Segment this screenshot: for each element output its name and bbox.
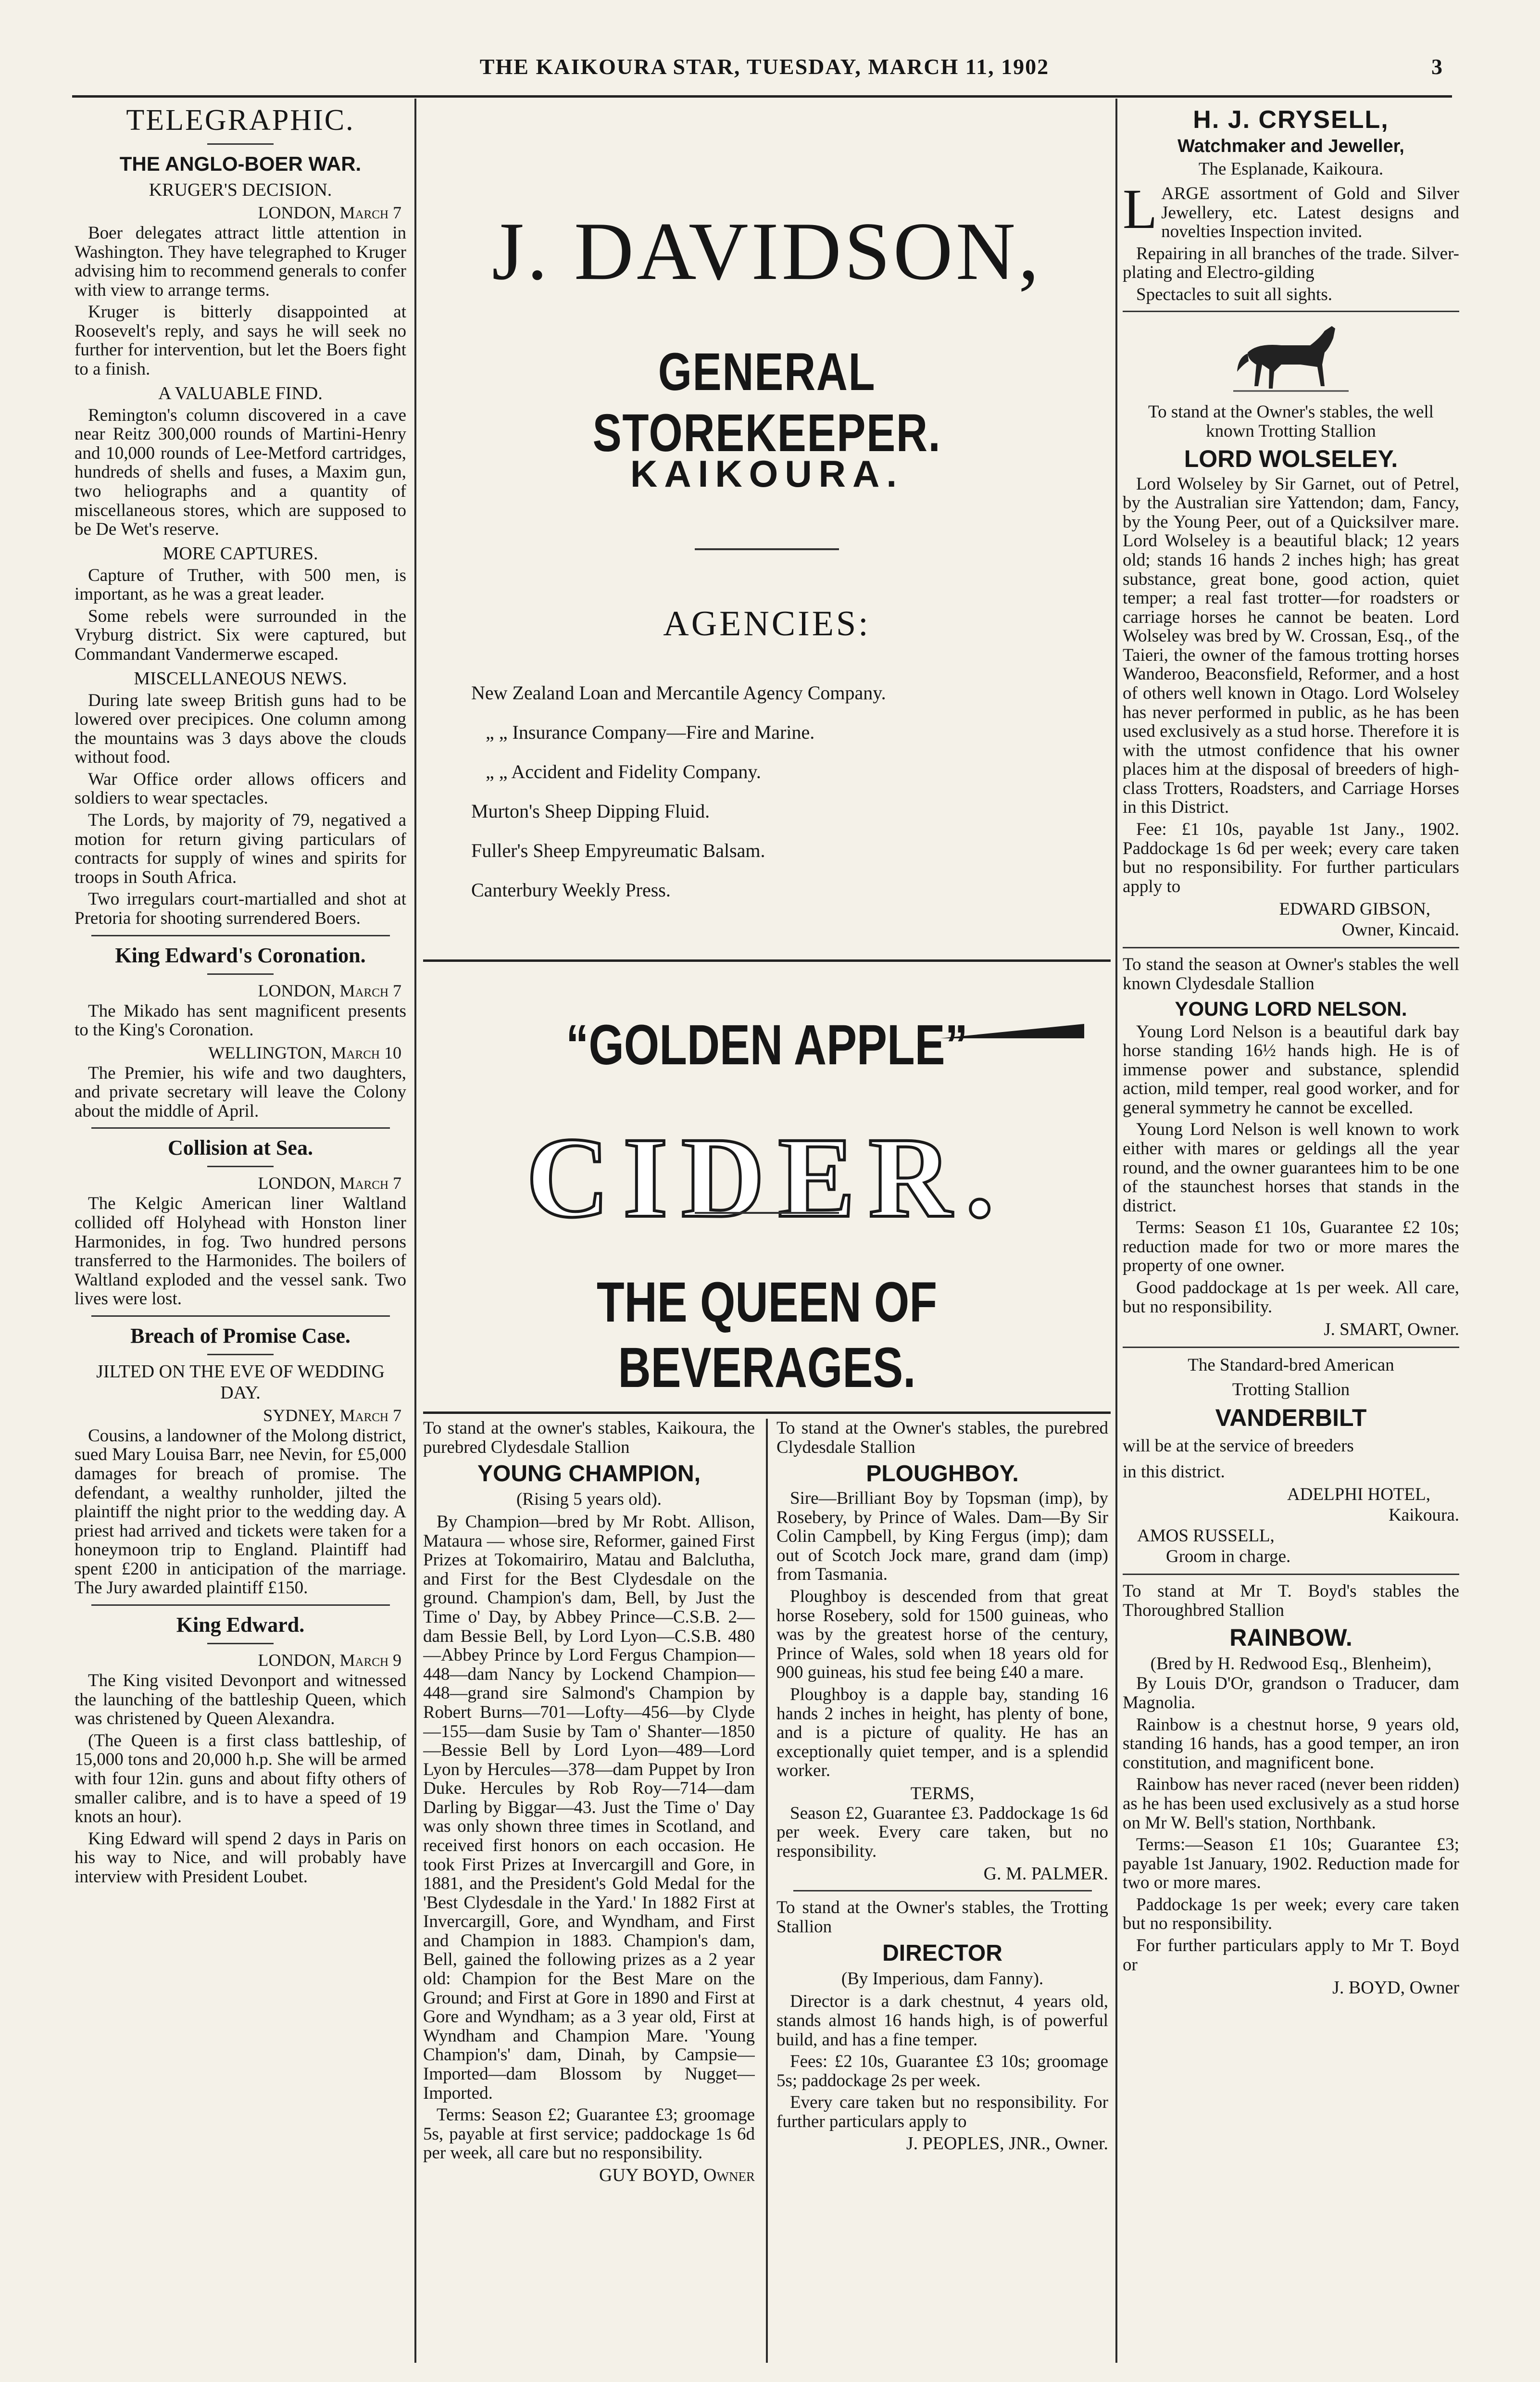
paragraph-text: ARGE assortment of Gold and Silver Jewellery, etc. Latest designs and novelties Inspection invited. (1161, 184, 1459, 242)
horse-icon (1228, 319, 1353, 401)
paragraph: Season £2, Guarantee £3. Paddockage 1s 6d per week. Every care taken, but no responsibility. (776, 1803, 1108, 1861)
drop-cap: L (1123, 177, 1158, 240)
advertiser-trade: Watchmaker and Jeweller, (1177, 136, 1404, 156)
advertiser-address: The Esplanade, Kaikoura. (1198, 159, 1384, 179)
divider (207, 1643, 274, 1644)
section-title: TELEGRAPHIC. (126, 104, 355, 137)
paragraph: Some rebels were surrounded in the Vryburg district. Six were captured, but Commandant Vandermerwe escaped. (75, 606, 406, 664)
paragraph: King Edward will spend 2 days in Paris on his way to Nice, and will probably have interview with President Loubet. (75, 1828, 406, 1887)
paragraph: Repairing in all branches of the trade. Silver-plating and Electro-gilding (1123, 243, 1459, 283)
divider (207, 1354, 274, 1355)
paragraph: War Office order allows officers and soldiers to wear spectacles. (75, 769, 406, 808)
agencies-heading: AGENCIES: (663, 604, 871, 643)
stallion-type: Trotting Stallion (1232, 1380, 1350, 1400)
paragraph: Cousins, a landowner of the Molong district, sued Mary Louisa Barr, nee Nevin, for £5,000 damages for breach of promise. The defendant, a wealthy runholder, jilted the plaintiff the night prior to the wedding day. A priest had arrived and tickets were taken for a honeymoon trip to England. Plaintiff had spent £200 in anticipation of the marriage. The Jury awarded plaintiff £150. (75, 1425, 406, 1598)
divider (423, 1412, 1111, 1414)
paragraph: The Mikado has sent magnificent presents to the King's Coronation. (75, 1001, 406, 1040)
divider (91, 1315, 390, 1317)
divider (1123, 311, 1459, 312)
paragraph: To stand at Mr T. Boyd's stables the Thoroughbred Stallion (1123, 1581, 1459, 1620)
article-headline: Breach of Promise Case. (130, 1323, 351, 1348)
owner-signature: G. M. PALMER. (983, 1863, 1108, 1884)
article-headline: King Edward. (176, 1613, 305, 1637)
agency-item: New Zealand Loan and Mercantile Agency Company. (471, 682, 886, 704)
column-ploughboy (776, 1419, 1108, 2363)
paragraph: (The Queen is a first class battleship, of 15,000 tons and 20,000 h.p. She will be armed with four 12in. guns and about fifty others of smaller calibre, and is to have a speed of 19 knots an hour). (75, 1730, 406, 1827)
paragraph: Paddockage 1s per week; every care taken but no responsibility. (1123, 1894, 1459, 1934)
paragraph: By Champion—bred by Mr Robt. Allison, Mataura — whose sire, Reformer, gained First Prizes at Tokomairiro, Matau and Balclutha, and First for the Best Clydesdale on the ground. Champion's dam, Bell, by Just the Time o' Day, by Abbey Prince—C.S.B. 2—dam Bessie Bell, by Lord Lyon—C.S.B. 480—Abbey Prince by Lord Fergus Champion—448—dam Nancy by Lockend Champion—448—grand sire Salmond's Champion by Robert Burns—701—Lofty—456—by Clyde—155—dam Susie by Tam o' Shanter—1850—Bessie Bell by Lord Lyon—489—Lord Lyon by Hercules—378—dam Puppet by Iron Duke. Hercules by Rob Roy—714—dam Darling by Biggar—43. Just the Time o' Day was only shown three times in Scotland, and received first honors on each occasion. He took First Prizes at Invercargill and Gore, in 1881, and the President's Gold Medal for the 'Best Clydesdale in the Yard.' In 1882 First at Invercargill, Gore, and Wyndham, and First and Champion in 1883. Champion's dam, Bell, gained the following prizes as a 2 year old: Champion for the Best Mare on the Ground; and First at Gore in 1890 and First at Gore and Wyndham; as a 3 year old, First at Wyndham and Champion Mare. 'Young Champion's' dam, Dinah, by Campsie—Imported—dam Blossom by Nugget—Imported. (423, 1512, 755, 2103)
terms-heading: TERMS, (910, 1783, 975, 1803)
article-headline: Collision at Sea. (168, 1136, 313, 1160)
paragraph: Director is a dark chestnut, 4 years old, stands almost 16 hands high, is of powerful build, and has a fine temper. (776, 1991, 1108, 2050)
divider (91, 935, 390, 936)
paragraph: Capture of Truther, with 500 men, is important, as he was a great leader. (75, 565, 406, 605)
article-headline: King Edward's Coronation. (115, 943, 366, 967)
agencies-list (471, 673, 886, 910)
stallion-name: DIRECTOR (882, 1941, 1002, 1966)
divider (207, 143, 274, 145)
paragraph: Ploughboy is a dapple bay, standing 16 hands 2 inches in height, has plenty of bone, and is a picture of quality. He has an exceptionally quiet temper, and is a splendid worker. (776, 1684, 1108, 1781)
dateline: LONDON, March 9 (258, 1651, 401, 1670)
subhead: MISCELLANEOUS NEWS. (134, 668, 347, 689)
owner-signature: EDWARD GIBSON, (1279, 899, 1430, 920)
paragraph: Good paddockage at 1s per week. All care, but no responsibility. (1123, 1278, 1459, 1317)
paragraph: To stand at the Owner's stables, the well known Trotting Stallion (1148, 402, 1434, 441)
paragraph (1123, 177, 1459, 242)
paragraph: The Kelgic American liner Waltland collided off Holyhead with Honston liner Harmonides, in fog. Two hundred persons transferred to the Harmonides. The boilers of Waltland exploded and the vessel sank. Two lives were lost. (75, 1194, 406, 1309)
owner-location: Owner, Kincaid. (1341, 920, 1459, 940)
paragraph: Rainbow is a chestnut horse, 9 years old, standing 16 hands, has a good temper, an iron constitution, and magnificent bone. (1123, 1714, 1459, 1773)
masthead-title: THE KAIKOURA STAR, TUESDAY, MARCH 11, 1902 (479, 54, 1050, 79)
paragraph: Young Lord Nelson is well known to work either with mares or geldings all the year round, and the owner guarantees him to be one of the staunchest horses that stands in the district. (1123, 1120, 1459, 1216)
column-divider (766, 1419, 768, 2363)
paragraph: Young Lord Nelson is a beautiful dark bay horse standing 16½ hands high. He is of immense power and substance, splendid action, mild temper, real good worker, and for general symmetry he cannot be excelled. (1123, 1021, 1459, 1118)
paragraph: To stand the season at Owner's stables the well known Clydesdale Stallion (1123, 955, 1459, 994)
divider (207, 1166, 274, 1167)
paragraph: Terms: Season £2; Guarantee £3; groomage 5s, payable at first service; paddockage 1s 6d per week, all care but no responsibility. (423, 2105, 755, 2163)
paragraph: Sire—Brilliant Boy by Topsman (imp), by Rosebery, by Prince of Wales. Dam—By Sir Colin Campbell, by King Fergus (imp); dam out of Scotch Jock mare, grand dam (imp) from Tasmania. (776, 1488, 1108, 1585)
advertisement-cider (423, 962, 1111, 1399)
paragraph: will be at the service of breeders (1123, 1436, 1354, 1456)
groom-name: AMOS RUSSELL, (1137, 1526, 1275, 1546)
page-number: 3 (1431, 54, 1442, 79)
subhead: JILTED ON THE EVE OF WEDDING DAY. (96, 1361, 385, 1403)
masthead (87, 54, 1442, 88)
paragraph: Terms:—Season £1 10s; Guarantee £3; payable 1st January, 1902. Reduction made for two or more mares. (1123, 1835, 1459, 1893)
agency-item: Fuller's Sheep Empyreumatic Balsam. (471, 840, 765, 861)
cider-slogan: THE QUEEN OF BEVERAGES. (596, 1271, 938, 1399)
agency-item: „ „ Insurance Company—Fire and Marine. (486, 721, 815, 743)
advertiser-trade: GENERAL STOREKEEPER. (592, 342, 941, 463)
column-advertisements (1123, 99, 1459, 2363)
agency-item: „ „ Accident and Fidelity Company. (486, 761, 761, 782)
divider (91, 1604, 390, 1606)
divider (1123, 1347, 1459, 1348)
stallion-age: (Rising 5 years old). (516, 1489, 662, 1510)
column-divider (414, 99, 416, 2363)
column-telegraphic (75, 99, 406, 2363)
paragraph: Kruger is bitterly disappointed at Roosevelt's reply, and says he will seek no further for intervention, but let the Boers fight to a finish. (75, 302, 406, 379)
paragraph: Every care taken but no responsibility. For further particulars apply to (776, 2092, 1108, 2131)
paragraph: By Louis D'Or, grandson o Traducer, dam Magnolia. (1123, 1674, 1459, 1713)
agency-item: Murton's Sheep Dipping Fluid. (471, 800, 710, 822)
groom-role: Groom in charge. (1166, 1547, 1291, 1567)
dateline: LONDON, March 7 (258, 981, 401, 1000)
divider (1123, 947, 1459, 948)
paragraph: The King visited Devonport and witnessed the launching of the battleship Queen, which was christened by Queen Alexandra. (75, 1671, 406, 1729)
divider (207, 973, 274, 975)
paragraph: Two irregulars court-martialled and shot at Pretoria for shooting surrendered Boers. (75, 889, 406, 928)
paragraph: To stand at the owner's stables, Kaikoura, the purebred Clydesdale Stallion (423, 1419, 755, 1457)
header-rule (72, 95, 1452, 98)
stallion-intro: The Standard-bred American (1188, 1355, 1394, 1375)
stallion-breeder: (Bred by H. Redwood Esq., Blenheim), (1150, 1654, 1432, 1674)
stallion-name: YOUNG LORD NELSON. (1175, 997, 1407, 1020)
paragraph: Spectacles to suit all sights. (1136, 284, 1332, 304)
agency-item: Canterbury Weekly Press. (471, 879, 671, 901)
stallion-name: PLOUGHBOY. (866, 1461, 1019, 1487)
stallion-name: YOUNG CHAMPION, (477, 1461, 701, 1487)
column-young-champion (423, 1419, 755, 2363)
paragraph: To stand at the Owner's stables, the purebred Clydesdale Stallion (776, 1419, 1108, 1457)
stallion-pedigree: (By Imperious, dam Fanny). (841, 1969, 1044, 1989)
paragraph: Ploughboy is descended from that great horse Rosebery, sold for 1500 guineas, who was by the greatest horse of the century, Prince of Wales, sold when 18 years old for 900 guineas, his stud fee being £40 a mare. (776, 1587, 1108, 1683)
divider (1123, 1574, 1459, 1575)
article-headline: THE ANGLO-BOER WAR. (119, 152, 362, 175)
paragraph: The Lords, by majority of 79, negatived a motion for return giving particulars of contracts for supply of wines and spirits for troops in South Africa. (75, 810, 406, 887)
stallion-name: RAINBOW. (1229, 1624, 1352, 1651)
dateline: SYDNEY, March 7 (263, 1405, 401, 1425)
paragraph: The Premier, his wife and two daughters, and private secretary will leave the Colony about the middle of April. (75, 1063, 406, 1121)
dateline: LONDON, March 7 (258, 1173, 401, 1193)
stallion-name: LORD WOLSELEY. (1184, 445, 1398, 472)
hotel-location: Kaikoura. (1389, 1505, 1459, 1525)
paragraph: To stand at the Owner's stables, the Trotting Stallion (776, 1898, 1108, 1937)
divider (695, 1212, 839, 1214)
paragraph: Boer delegates attract little attention in Washington. They have telegraphed to Kruger advising him to recommend generals to confer with view to arrange terms. (75, 223, 406, 300)
advertisement-davidson (423, 99, 1111, 959)
dateline: WELLINGTON, March 10 (208, 1043, 401, 1062)
advertiser-name: J. DAVIDSON, (492, 206, 1042, 297)
subhead: A VALUABLE FIND. (158, 383, 323, 403)
divider (793, 1890, 1092, 1891)
owner-signature: J. BOYD, Owner (1332, 1978, 1459, 1998)
paragraph: in this district. (1123, 1462, 1225, 1482)
subhead: KRUGER'S DECISION. (149, 180, 332, 200)
paragraph: Terms: Season £1 10s, Guarantee £2 10s; reduction made for two or more mares the property of one owner. (1123, 1218, 1459, 1276)
divider (695, 548, 839, 550)
column-divider (1115, 99, 1117, 2363)
paragraph: For further particulars apply to Mr T. Boyd or (1123, 1936, 1459, 1975)
paragraph: Remington's column discovered in a cave near Reitz 300,000 rounds of Martini-Henry and 10,000 rounds of Lee-Metford cartridges, hundreds of shells and fuses, a Maxim gun, two heliographs and a quantity of miscellaneous stores, which are supposed to be De Wet's reserve. (75, 405, 406, 540)
paragraph: Fee: £1 10s, payable 1st Jany., 1902. Paddockage 1s 6d per week; every care taken but no responsibility. For further particulars apply to (1123, 819, 1459, 896)
stallion-name: VANDERBILT (1215, 1404, 1367, 1432)
paragraph: Rainbow has never raced (never been ridden) as he has been used exclusively as a stud horse on Mr W. Bell's station, Northbank. (1123, 1775, 1459, 1833)
paragraph: Fees: £2 10s, Guarantee £3 10s; groomage 5s; paddockage 2s per week. (776, 2052, 1108, 2091)
owner-signature: J. SMART, Owner. (1324, 1320, 1459, 1340)
cider-word: CIDER. (526, 1113, 1008, 1241)
owner-signature: J. PEOPLES, JNR., Owner. (906, 2133, 1108, 2154)
arrow-icon (940, 1022, 1089, 1041)
divider (91, 1127, 390, 1129)
hotel-name: ADELPHI HOTEL, (1287, 1485, 1430, 1505)
owner-signature: GUY BOYD, Owner (599, 2165, 755, 2185)
advertiser-town: KAIKOURA. (630, 453, 903, 495)
paragraph: Lord Wolseley by Sir Garnet, out of Petrel, by the Australian sire Yattendon; dam, Fancy, by the Young Peer, out of a Quicksilver mare. Lord Wolseley is a beautiful black; 12 years old; stands 16 hands 2 inches high; has great substance, great bone, good action, quiet temper; a real fast trotter—for roadsters or carriage horses he cannot be beaten. Lord Wolseley was bred by W. Crossan, Esq., of the Taieri, the owner of the famous trotting horses Wanderoo, Beaconsfield, Reformer, and a host of others well known in Otago. Lord Wolseley has never performed in public, as he has been used exclusively as a stud horse. Therefore it is with the utmost confidence that his owner places him at the disposal of breeders of high-class Trotters, Roadsters, and Carriage Horses in this District. (1123, 474, 1459, 818)
advertiser-name: H. J. CRYSELL, (1193, 106, 1389, 134)
subhead: MORE CAPTURES. (163, 543, 318, 564)
paragraph: During late sweep British guns had to be lowered over precipices. One column among the mountains was 3 days above the clouds without food. (75, 690, 406, 768)
dateline: LONDON, March 7 (258, 203, 401, 222)
cider-brand: “GOLDEN APPLE” (566, 1013, 968, 1077)
